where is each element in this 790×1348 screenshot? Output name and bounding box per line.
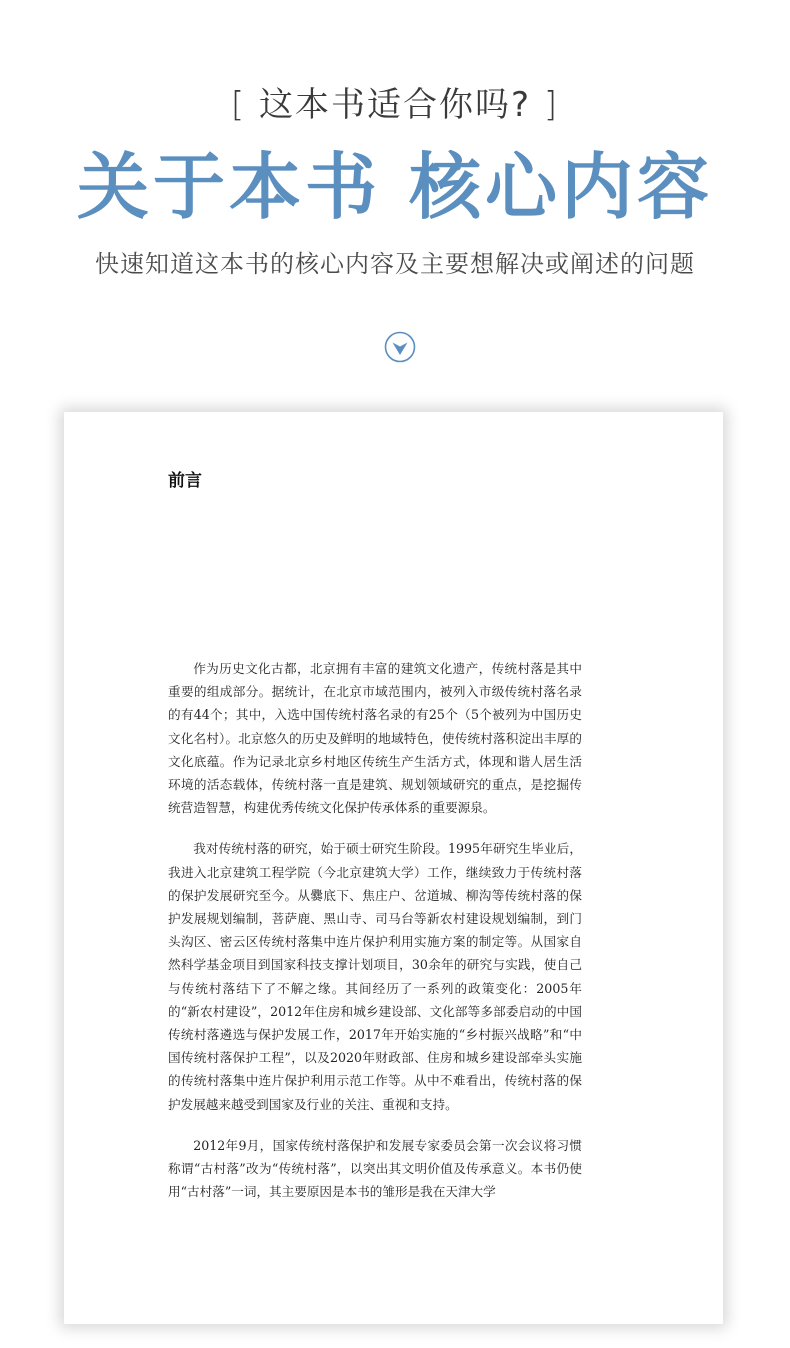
title-part-1: 关于本书: [76, 144, 381, 229]
question-text: 这本书适合你吗?: [258, 85, 532, 125]
page-title: [0, 142, 790, 232]
preface-heading: 前言: [168, 471, 202, 491]
subtitle: 快速知道这本书的核心内容及主要想解决或阐述的问题: [95, 250, 695, 278]
chevron-down-circle-icon[interactable]: [384, 331, 416, 363]
book-page-preview: [64, 412, 723, 1324]
title-part-2: 核心内容: [409, 144, 714, 229]
preface-body: [168, 657, 582, 1221]
bracket-left: [: [230, 85, 247, 125]
paragraph: 我对传统村落的研究，始于硕士研究生阶段。1995年研究生毕业后，我进入北京建筑工程学院（今北京建筑大学）工作，继续致力于传统村落的保护发展研究至今。从爨底下、焦庄户、岔道城、柳沟等传统村落的保护发展规划编制，菩萨鹿、黑山寺、司马台等新农村建设规划编制，到门头沟区、密云区传统村落集中连片保护利用实施方案的制定等。从国家自然科学基金项目到国家科技支撑计划项目，30余年的研究与实践，使自己与传统村落结下了不解之缘。其间经历了一系列的政策变化：2005年的“新农村建设”，2012年住房和城乡建设部、文化部等多部委启动的中国传统村落遴选与保护发展工作，2017年开始实施的“乡村振兴战略”和“中国传统村落保护工程”，以及2020年财政部、住房和城乡建设部牵头实施的传统村落集中连片保护利用示范工作等。从中不难看出，传统村落的保护发展越来越受到国家及行业的关注、重视和支持。: [168, 841, 582, 1112]
paragraph: 作为历史文化古都，北京拥有丰富的建筑文化遗产，传统村落是其中重要的组成部分。据统计，在北京市域范围内，被列入市级传统村落名录的有44个；其中，入选中国传统村落名录的有25个（5个被列为中国历史文化名村）。北京悠久的历史及鲜明的地域特色，使传统村落积淀出丰厚的文化底蕴。作为记录北京乡村地区传统生产生活方式，体现和谐人居生活环境的活态载体，传统村落一直是建筑、规划领域研究的重点，是挖掘传统营造智慧，构建优秀传统文化保护传承体系的重要源泉。: [168, 661, 582, 816]
bracket-right: ]: [543, 85, 560, 125]
paragraph: 2012年9月，国家传统村落保护和发展专家委员会第一次会议将习惯称谓“古村落”改为“传统村落”，以突出其文明价值及传承意义。本书仍使用“古村落”一词，其主要原因是本书的雏形是我在天津大学: [168, 1137, 582, 1200]
section-question: [0, 80, 790, 130]
